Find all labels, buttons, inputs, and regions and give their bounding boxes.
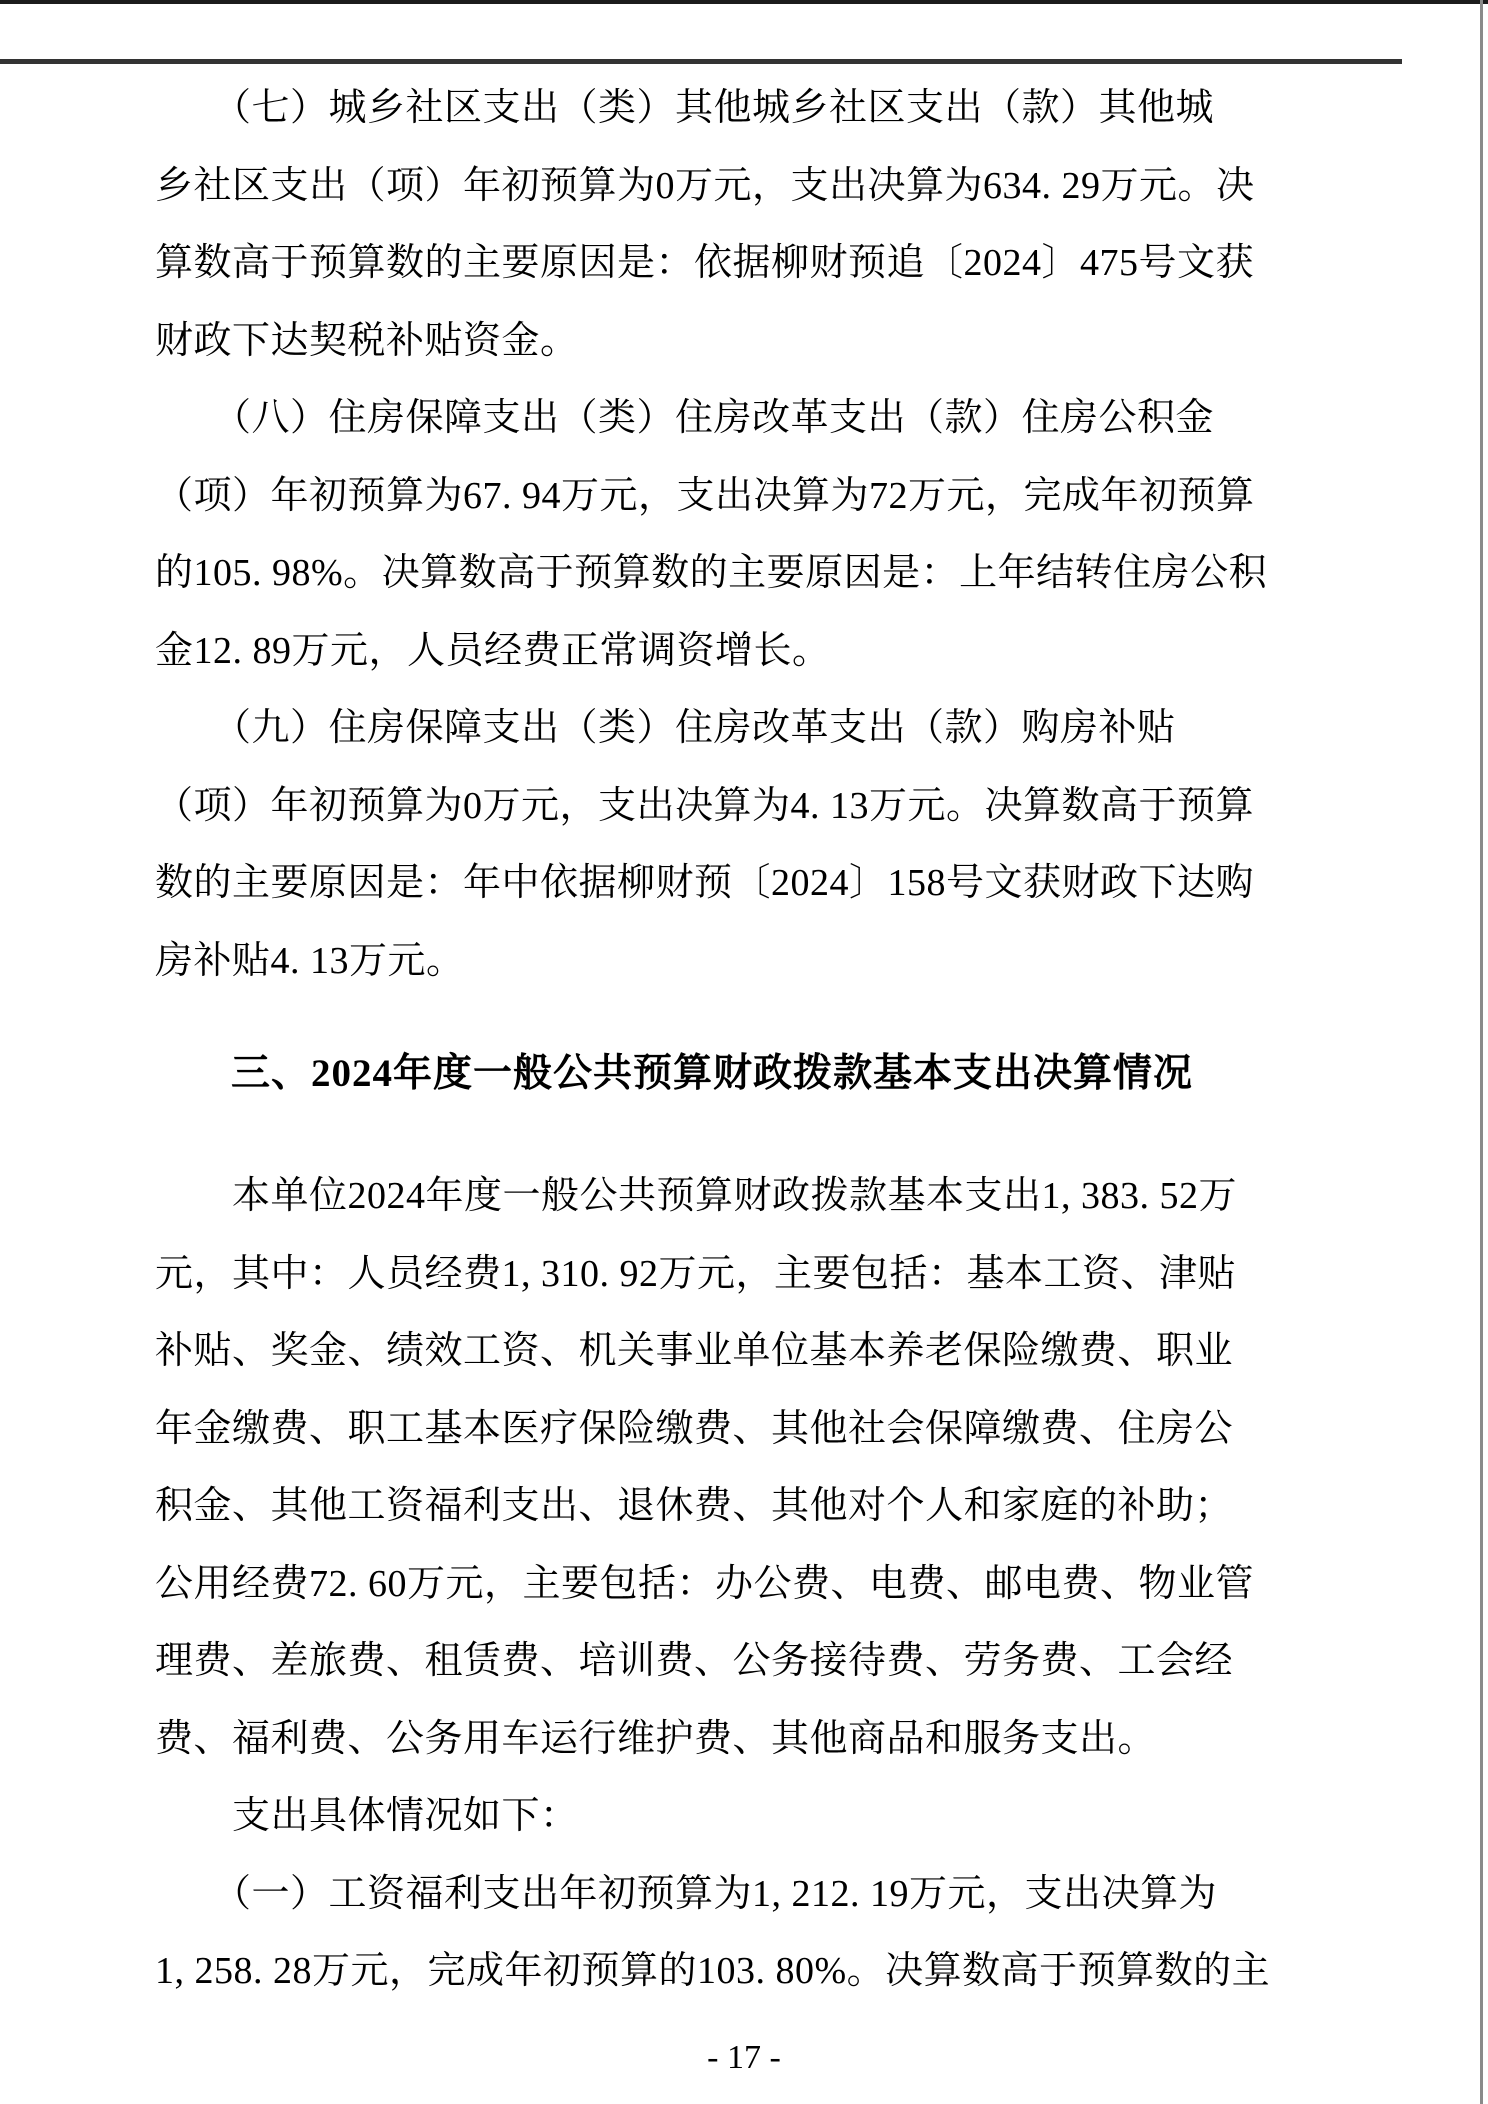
text-line: 算数高于预算数的主要原因是：依据柳财预追〔2024〕475号文获 xyxy=(155,242,1255,284)
page-number: - 17 - xyxy=(707,2039,781,2076)
text-line: 1, 258. 28万元，完成年初预算的103. 80%。决算数高于预算数的主 xyxy=(155,1950,1271,1992)
scan-streak-line xyxy=(0,59,1402,64)
paragraphs-after-heading xyxy=(155,1158,1345,2011)
text-line: （八）住房保障支出（类）住房改革支出（款）住房公积金 xyxy=(155,397,1215,439)
text-line: 补贴、奖金、绩效工资、机关事业单位基本养老保险缴费、职业 xyxy=(155,1330,1234,1372)
text-line: 公用经费72. 60万元，主要包括：办公费、电费、邮电费、物业管 xyxy=(155,1562,1255,1605)
text-line: 数的主要原因是：年中依据柳财预〔2024〕158号文获财政下达购 xyxy=(155,862,1255,904)
text-line: 财政下达契税补贴资金。 xyxy=(155,319,579,362)
text-line: （一）工资福利支出年初预算为1, 212. 19万元，支出决算为 xyxy=(155,1872,1218,1915)
text-line: （项）年初预算为67. 94万元，支出决算为72万元，完成年初预算 xyxy=(155,474,1255,517)
text-line: 理费、差旅费、租赁费、培训费、公务接待费、劳务费、工会经 xyxy=(155,1640,1234,1682)
text-line: （项）年初预算为0万元，支出决算为4. 13万元。决算数高于预算 xyxy=(155,784,1255,827)
text-line: 积金、其他工资福利支出、退休费、其他对个人和家庭的补助； xyxy=(155,1485,1234,1527)
text-line: 金12. 89万元，人员经费正常调资增长。 xyxy=(155,629,831,672)
text-line: 支出具体情况如下： xyxy=(155,1795,579,1837)
text-line: 本单位2024年度一般公共预算财政拨款基本支出1, 383. 52万 xyxy=(155,1175,1238,1217)
text-line: （七）城乡社区支出（类）其他城乡社区支出（款）其他城 xyxy=(155,87,1215,129)
text-line: 年金缴费、职工基本医疗保险缴费、其他社会保障缴费、住房公 xyxy=(155,1407,1234,1450)
text-line: 的105. 98%。决算数高于预算数的主要原因是：上年结转住房公积 xyxy=(155,552,1268,594)
text-line: 元，其中：人员经费1, 310. 92万元，主要包括：基本工资、津贴 xyxy=(155,1252,1237,1295)
text-line: 乡社区支出（项）年初预算为0万元，支出决算为634. 29万元。决 xyxy=(155,164,1255,207)
text-line: （九）住房保障支出（类）住房改革支出（款）购房补贴 xyxy=(155,707,1176,749)
scan-right-edge-line xyxy=(1480,0,1483,2104)
text-line: 费、福利费、公务用车运行维护费、其他商品和服务支出。 xyxy=(155,1717,1157,1760)
section-heading: 三、2024年度一般公共预算财政拨款基本支出决算情况 xyxy=(231,1052,1194,1095)
text-line: 房补贴4. 13万元。 xyxy=(155,939,465,982)
scan-top-edge-line xyxy=(0,0,1488,4)
paragraphs-before-heading xyxy=(155,70,1345,1000)
document-body xyxy=(155,70,1345,2011)
